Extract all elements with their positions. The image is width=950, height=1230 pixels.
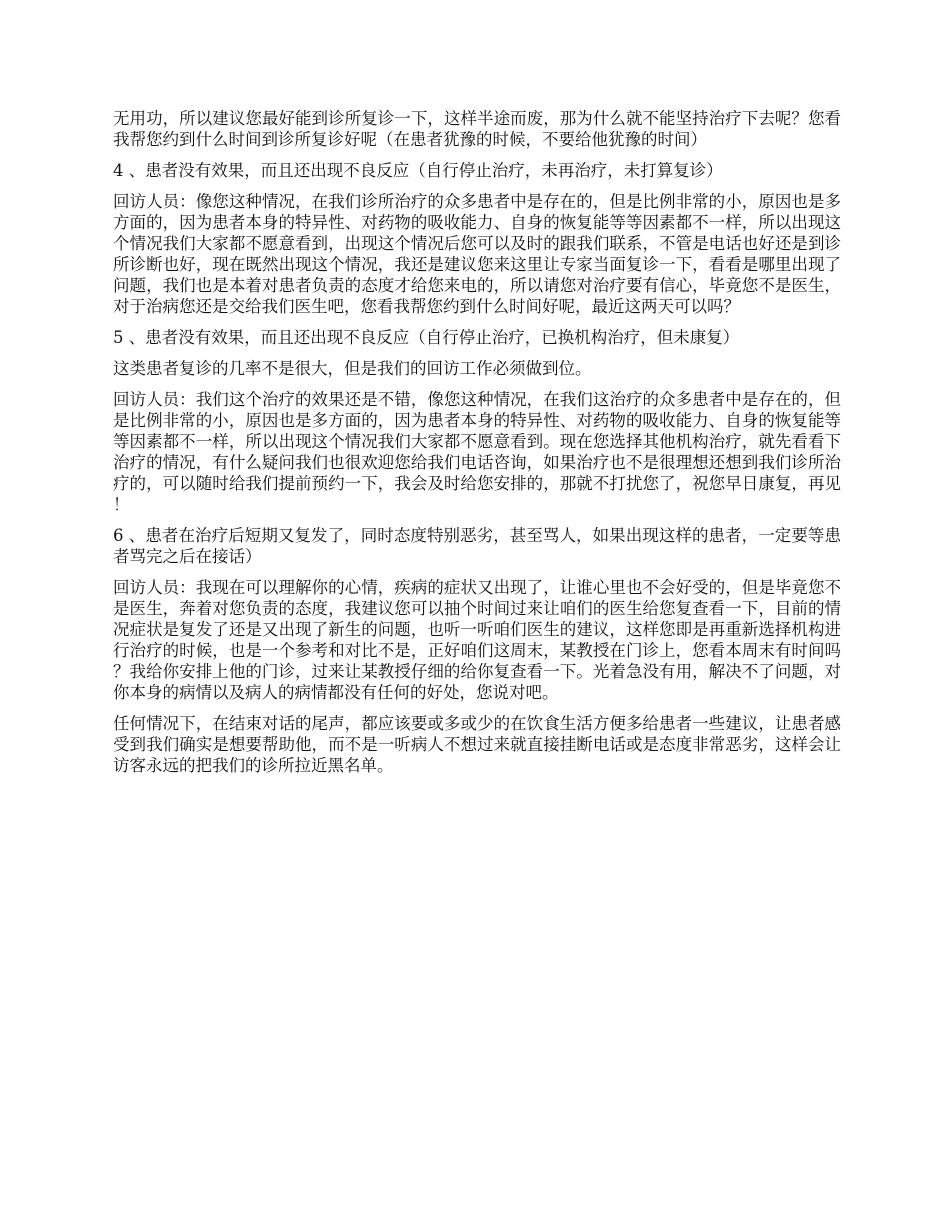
paragraph-closing-advice: 任何情况下，在结束对话的尾声，都应该要或多或少的在饮食生活方便多给患者一些建议，让患者感受到我们确实是想要帮助他，而不是一听病人不想过来就直接挂断电话或是态度非常恶劣，这样会让访客永远的把我们的诊所拉近黑名单。	[113, 714, 841, 775]
paragraph-section-6-response: 回访人员：我现在可以理解你的心情，疾病的症状又出现了，让谁心里也不会好受的，但是毕竟您不是医生，奔着对您负责的态度，我建议您可以抽个时间过来让咱们的医生给您复查看一下，目前的情况症状是复发了还是又出现了新生的问题，也听一听咱们医生的建议，这样您即是再重新选择机构进行治疗的时候，也是一个参考和对比不是，正好咱们这周末，某教授在门诊上，您看本周末有时间吗？我给你安排上他的门诊，过来让某教授仔细的给你复查看一下。光着急没有用，解决不了问题，对你本身的病情以及病人的病情都没有任何的好处，您说对吧。	[113, 578, 841, 702]
document-page	[113, 108, 841, 786]
section-heading-5: 5 、患者没有效果，而且还出现不良反应（自行停止治疗，已换机构治疗，但未康复）	[113, 328, 740, 347]
section-heading-6: 6 、患者在治疗后短期又复发了，同时态度特别恶劣，甚至骂人，如果出现这样的患者，一定要等患者骂完之后在接话）	[113, 526, 841, 566]
paragraph-section-4-response: 回访人员：像您这种情况，在我们诊所治疗的众多患者中是存在的，但是比例非常的小，原因也是多方面的，因为患者本身的特异性、对药物的吸收能力、自身的恢复能等等因素都不一样，所以出现这个情况我们大家都不愿意看到，出现这个情况后您可以及时的跟我们联系，不管是电话也好还是到诊所诊断也好，现在既然出现这个情况，我还是建议您来这里让专家当面复诊一下，看看是哪里出现了问题，我们也是本着对患者负责的态度才给您来电的，所以请您对治疗要有信心，毕竟您不是医生，对于治病您还是交给我们医生吧，您看我帮您约到什么时间好呢，最近这两天可以吗？	[113, 192, 841, 316]
section-heading-4: 4 、患者没有效果，而且还出现不良反应（自行停止治疗，未再治疗，未打算复诊）	[113, 161, 723, 180]
paragraph-section-5-note: 这类患者复诊的几率不是很大，但是我们的回访工作必须做到位。	[113, 359, 592, 378]
paragraph-section-5-response: 回访人员：我们这个治疗的效果还是不错，像您这种情况，在我们这治疗的众多患者中是存在的，但是比例非常的小，原因也是多方面的，因为患者本身的特异性、对药物的吸收能力、自身的恢复能等等因素都不一样，所以出现这个情况我们大家都不愿意看到。现在您选择其他机构治疗，就先看看下治疗的情况，有什么疑问我们也很欢迎您给我们电话咨询，如果治疗也不是很理想还想到我们诊所治疗的，可以随时给我们提前预约一下，我会及时给您安排的，那就不打扰您了，祝您早日康复，再见！	[113, 390, 841, 514]
paragraph-continuation: 无用功，所以建议您最好能到诊所复诊一下，这样半途而废，那为什么就不能坚持治疗下去呢？您看我帮您约到什么时间到诊所复诊好呢（在患者犹豫的时候，不要给他犹豫的时间）	[113, 109, 841, 149]
